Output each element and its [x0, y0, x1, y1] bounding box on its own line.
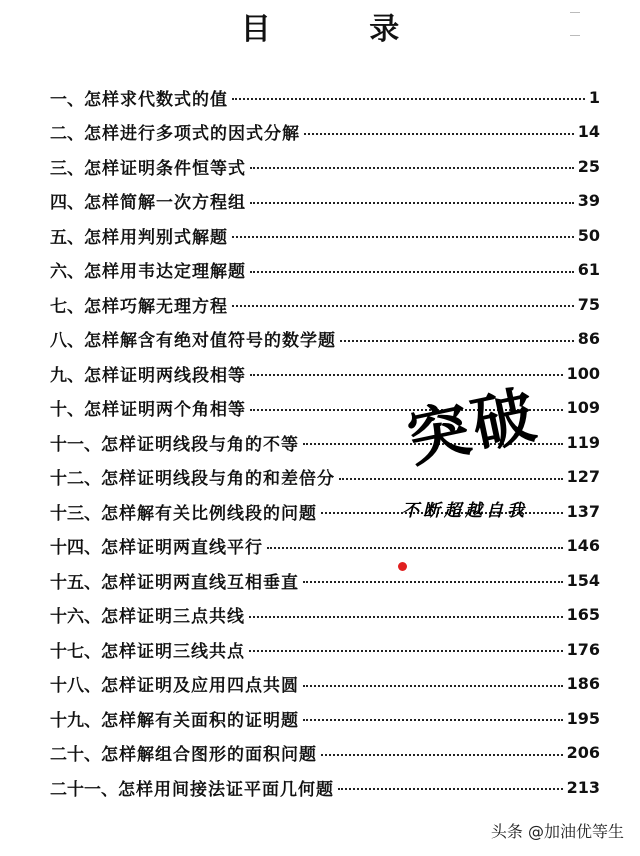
toc-entry-number: 四、 — [50, 193, 84, 214]
toc-entry-page: 75 — [577, 294, 600, 314]
toc-entry-page: 146 — [566, 536, 600, 556]
toc-entry-number: 十七、 — [50, 641, 101, 662]
toc-entry-number: 十九、 — [50, 710, 101, 731]
toc-entry-number: 十四、 — [50, 538, 101, 559]
toc-leader-dots — [303, 581, 563, 583]
toc-entry-page: 206 — [566, 743, 600, 763]
toc-leader-dots — [249, 616, 563, 618]
toc-entry-page: 61 — [577, 260, 600, 280]
toc-leader-dots — [250, 202, 574, 204]
toc-entry-number: 二、 — [50, 124, 84, 145]
toc-entry-number: 十六、 — [50, 607, 101, 628]
toc-entry — [50, 253, 600, 288]
toc-leader-dots — [232, 236, 574, 238]
toc-entry — [50, 218, 600, 253]
toc-entry — [50, 701, 600, 736]
toc-entry-number: 三、 — [50, 158, 84, 179]
toc-entry-number: 七、 — [50, 296, 84, 317]
toc-entry-page: 137 — [566, 501, 600, 521]
toc-entry-number: 九、 — [50, 365, 84, 386]
toc-entry — [50, 667, 600, 702]
toc-entry-title: 怎样证明两个角相等 — [84, 400, 246, 421]
page-title: 目 录 — [240, 12, 444, 47]
toc-entry-number: 一、 — [50, 89, 84, 110]
toc-entry-page: 100 — [566, 363, 600, 383]
toc-entry-page: 109 — [566, 398, 600, 418]
toc-entry-page: 165 — [566, 605, 600, 625]
toc-entry — [50, 770, 600, 805]
toc-entry-title: 怎样解有关面积的证明题 — [101, 710, 299, 731]
toc-entry-title: 怎样证明及应用四点共圆 — [101, 676, 299, 697]
toc-leader-dots — [340, 340, 574, 342]
toc-entry-page: 195 — [566, 708, 600, 728]
toc-entry-number: 十、 — [50, 400, 84, 421]
toc-entry-number: 十五、 — [50, 572, 101, 593]
toc-entry-title: 怎样证明两直线互相垂直 — [101, 572, 299, 593]
toc-entry-page: 176 — [566, 639, 600, 659]
toc-leader-dots — [232, 98, 585, 100]
toc-entry-page: 39 — [577, 191, 600, 211]
promo-headline: 突破 — [400, 377, 546, 477]
toc-entry — [50, 598, 600, 633]
toc-entry-title: 怎样证明两直线平行 — [101, 538, 263, 559]
toc-entry-title: 怎样证明两线段相等 — [84, 365, 246, 386]
toc-entry-number: 八、 — [50, 331, 84, 352]
toc-entry-title: 怎样用间接法证平面几何题 — [118, 779, 334, 800]
toc-entry-title: 怎样解含有绝对值符号的数学题 — [84, 331, 336, 352]
toc-entry — [50, 149, 600, 184]
toc-entry-number: 十二、 — [50, 469, 101, 490]
toc-leader-dots — [303, 719, 563, 721]
toc-entry-title: 怎样证明线段与角的和差倍分 — [101, 469, 335, 490]
toc-leader-dots — [304, 133, 574, 135]
toc-entry-page: 186 — [566, 674, 600, 694]
toc-leader-dots — [250, 167, 574, 169]
toc-leader-dots — [338, 788, 563, 790]
toc-entry — [50, 115, 600, 150]
toc-entry-title: 怎样简解一次方程组 — [84, 193, 246, 214]
toc-entry-number: 二十一、 — [50, 779, 118, 800]
toc-entry-number: 五、 — [50, 227, 84, 248]
toc-entry-number: 十三、 — [50, 503, 101, 524]
toc-entry-number: 十八、 — [50, 676, 101, 697]
toc-entry-title: 怎样解有关比例线段的问题 — [101, 503, 317, 524]
toc-entry-title: 怎样用判别式解题 — [84, 227, 228, 248]
toc-entry-number: 二十、 — [50, 745, 101, 766]
toc-entry-page: 50 — [577, 225, 600, 245]
toc-entry-page: 14 — [577, 122, 600, 142]
toc-leader-dots — [232, 305, 574, 307]
toc-leader-dots — [303, 685, 563, 687]
toc-leader-dots — [321, 754, 563, 756]
toc-entry-title: 怎样进行多项式的因式分解 — [84, 124, 300, 145]
toc-entry-title: 怎样用韦达定理解题 — [84, 262, 246, 283]
toc-entry-title: 怎样证明条件恒等式 — [84, 158, 246, 179]
location-pin-icon — [398, 562, 407, 571]
toc-entry — [50, 736, 600, 771]
toc-entry-page: 119 — [566, 432, 600, 452]
toc-leader-dots — [249, 650, 563, 652]
toc-entry — [50, 80, 600, 115]
toc-entry-page: 154 — [566, 570, 600, 590]
footer-credit: 头条 @加油优等生 — [490, 822, 624, 841]
toc-entry-title: 怎样解组合图形的面积问题 — [101, 745, 317, 766]
toc-entry — [50, 287, 600, 322]
toc-entry — [50, 632, 600, 667]
toc-entry-number: 十一、 — [50, 434, 101, 455]
toc-entry-page: 213 — [566, 777, 600, 797]
toc-entry-page: 86 — [577, 329, 600, 349]
toc-leader-dots — [250, 271, 574, 273]
toc-entry-title: 怎样巧解无理方程 — [84, 296, 228, 317]
toc-entry-page: 1 — [588, 87, 600, 107]
toc-entry — [50, 184, 600, 219]
toc-entry-page: 127 — [566, 467, 600, 487]
promo-slogan: 不断超越自我 — [402, 501, 528, 521]
promo-stamp — [398, 377, 578, 572]
toc-entry-title: 怎样求代数式的值 — [84, 89, 228, 110]
toc-entry — [50, 322, 600, 357]
toc-entry-title: 怎样证明线段与角的不等 — [101, 434, 299, 455]
toc-entry-number: 六、 — [50, 262, 84, 283]
toc-entry-title: 怎样证明三点共线 — [101, 607, 245, 628]
toc-entry-title: 怎样证明三线共点 — [101, 641, 245, 662]
toc-entry-page: 25 — [577, 156, 600, 176]
